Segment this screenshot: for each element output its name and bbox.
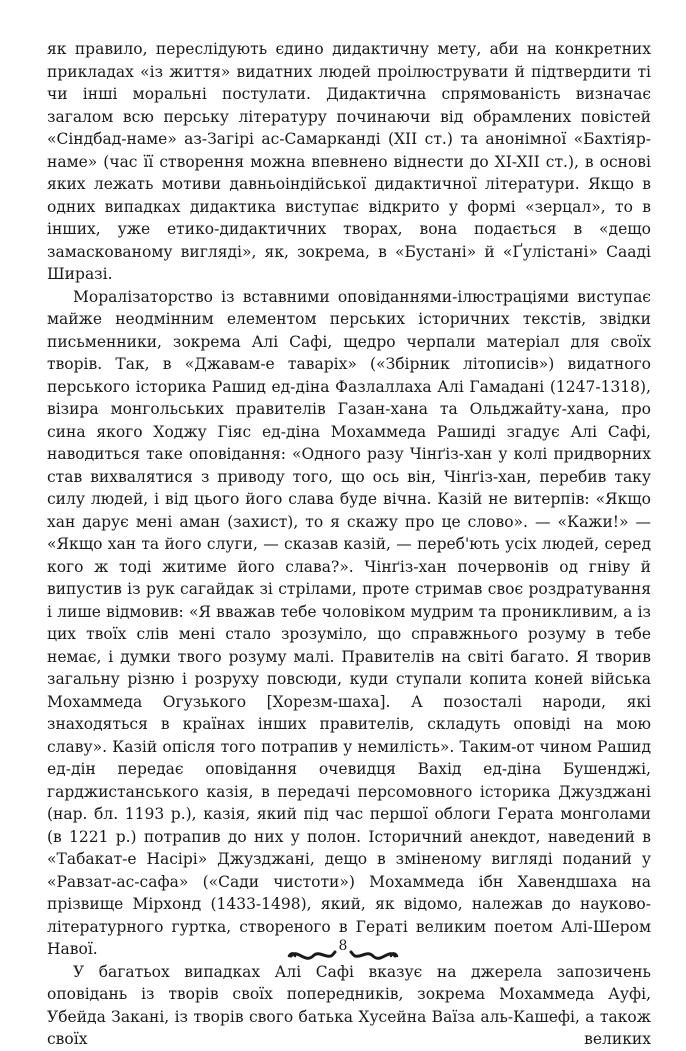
paragraph-2: Моралізаторство із вставними оповіданнями-ілюстраціями виступає майже неодмінним елементом перських історичних текстів, звідки письменники, зокрема Алі Сафі, щедро черпали матеріал для своїх творів. Так, в «Джавам-е таваріх» («Збірник літописів») видатного перського історика Рашид ед-діна Фазлаллаха Алі Гамадані (1247-1318), візира монгольських правителів Газан-хана та Ольджайту-хана, про сина якого Ходжу Гіяс ед-діна Мохаммеда Рашиді згадує Алі Сафі, наводиться таке оповідання: «Одного разу Чінґіз-хан у колі придворних став вихвалятися з приводу того, що ось він, Чінґіз-хан, перебив таку силу людей, і від цього його слава буде вічна. Казій не витерпів: «Якщо хан дарує мені аман (захист), то я скажу про це слово». — «Кажи!» — «Якщо хан та його слуги, — сказав казій, — переб'ють усіх людей, серед кого ж тоді житиме його слава?». Чінґіз-хан почервонів од гніву й випустив із рук сагайдак зі стрілами, проте стримав своє роздратування і лише відмовив: «Я вважав тебе чоловіком мудрим та проникливим, а із цих твоїх слів мені стало зрозуміло, що справжнього розуму в тебе немає, і думки твого розуму малі. Правителів на світі багато. Я творив загальну різню і розруху повсюди, куди ступали копита коней війська Мохаммеда Огузького [Хорезм-шаха]. А позосталі народи, які знаходяться в країнах інших правителів, складуть оповіді на мою славу». Казій опісля того потрапив у немилість». Таким-от чином Рашид ед-дін передає оповідання очевидця Вахід ед-діна Бушенджі, гарджистанського казія, в передачі персомовного історика Джузджані (нар. бл. 1193 р.), казія, який під час першої облоги Герата монголами (в 1221 р.) потрапив до них у полон. Історичний анекдот, наведений в «Табакат-е Насірі» Джузджані, дещо в зміненому вигляді поданий у «Равзат-ас-сафа» («Сади чистоти») Мохаммеда ібн Хавендшаха на прізвище Мірхонд (1433-1498), який, як відомо, належав до науково-літературного гуртка, створеного в Гераті великим поетом Алі-Шером Навої. xyxy=(47,287,651,958)
page-footer xyxy=(0,932,686,972)
swash-ornament-icon xyxy=(283,934,403,970)
paragraph-3: У багатьох випадках Алі Сафі вказує на джерела запозичень оповідань із творів своїх попередників, зокрема Мохаммеда Ауфі, Убейда Закані, із творів свого батька Хусейна Ваїза аль-Кашефі, а також своїх великих xyxy=(47,962,651,1048)
paragraph-1: як правило, переслідують єдино дидактичну мету, аби на конкретних прикладах «із життя» видатних людей проілюструвати й підтвердити ті чи інші моральні постулати. Дидактична спрямованість визначає загалом всю перську літературу починаючи від обрамлених повістей «Сіндбад-наме» аз-Загірі ас-Самарканді (XII ст.) та анонімної «Бахтіяр-наме» (час її створення можна впевнено віднести до XI-XII ст.), в основі яких лежать мотиви давньоіндійської дидактичної літератури. Якщо в одних випадках дидактика виступає відкрито у формі «зерцал», то в інших, уже етико-дидактичних творах, вона подається в «дещо замаскованому вигляді», як, зокрема, в «Бустані» й «Ґулістані» Сааді Ширазі. xyxy=(47,40,651,283)
page-text-block xyxy=(47,38,651,1051)
page-number: 8 xyxy=(338,938,348,954)
